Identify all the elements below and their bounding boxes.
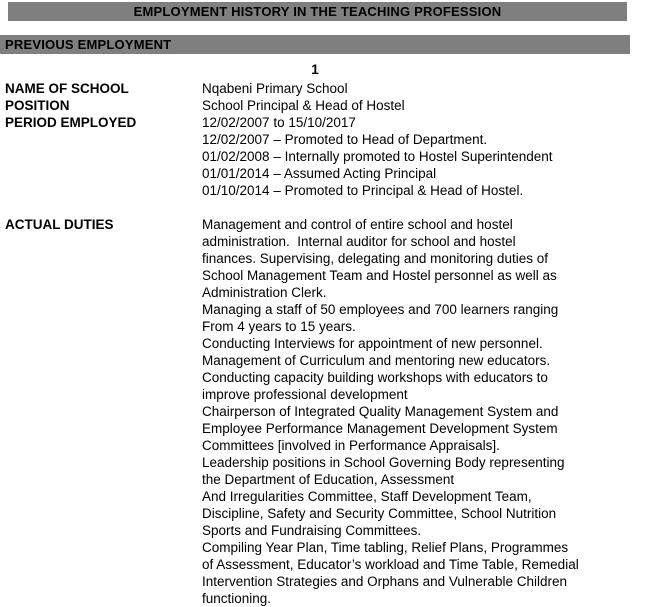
- field-value-line: Chairperson of Integrated Quality Management System and: [202, 404, 559, 419]
- field-value: [202, 97, 657, 114]
- entry-number: 1: [311, 62, 319, 77]
- document-title: EMPLOYMENT HISTORY IN THE TEACHING PROFESSION: [133, 4, 502, 19]
- field-value-line: School Management Team and Hostel personnel as well as: [202, 268, 557, 283]
- section-header-bar: [0, 35, 630, 54]
- field-label: POSITION: [5, 98, 70, 113]
- field-value-line: 01/02/2008 – Internally promoted to Hostel Superintendent: [202, 149, 553, 164]
- field-label: PERIOD EMPLOYED: [5, 115, 137, 130]
- field-value-line: 12/02/2007 to 15/10/2017: [202, 115, 356, 130]
- field-value-line: From 4 years to 15 years.: [202, 319, 356, 334]
- field-value-line: administration. Internal auditor for school and hostel: [202, 234, 516, 249]
- document-title-bar: [8, 2, 627, 21]
- field-value-line: Sports and Fundraising Committees.: [202, 523, 422, 538]
- field-value-line: Conducting capacity building workshops with educators to: [202, 370, 548, 385]
- field-value-line: finances. Supervising, delegating and monitoring duties of: [202, 251, 548, 266]
- field-value-line: Intervention Strategies and Orphans and Vulnerable Children: [202, 574, 567, 589]
- field-value-line: Committees [involved in Performance Appraisals].: [202, 438, 500, 453]
- field-label: ACTUAL DUTIES: [5, 217, 114, 232]
- field-value-line: Management and control of entire school and hostel: [202, 217, 513, 232]
- field-row: [5, 80, 657, 97]
- field-value-line: Management of Curriculum and mentoring new educators.: [202, 353, 551, 368]
- field-value-line: functioning.: [202, 591, 272, 606]
- field-value-line: Leadership positions in School Governing Body representing: [202, 455, 565, 470]
- field-value-line: Compiling Year Plan, Time tabling, Relief Plans, Programmes: [202, 540, 569, 555]
- field-value-line: the Department of Education, Assessment: [202, 472, 455, 487]
- field-value-line: And Irregularities Committee, Staff Development Team,: [202, 489, 532, 504]
- field-row: [5, 114, 657, 199]
- field-value-line: Discipline, Safety and Security Committee, School Nutrition: [202, 506, 557, 521]
- field-value-line: Conducting Interviews for appointment of new personnel.: [202, 336, 543, 351]
- field-value-line: improve professional development: [202, 387, 408, 402]
- field-value: [202, 216, 657, 607]
- field-value-line: of Assessment, Educator’s workload and Time Table, Remedial: [202, 557, 579, 572]
- field-label: NAME OF SCHOOL: [5, 81, 129, 96]
- field-value-line: Nqabeni Primary School: [202, 81, 348, 96]
- field-value-line: 01/10/2014 – Promoted to Principal & Head of Hostel.: [202, 183, 524, 198]
- field-value: [202, 80, 657, 97]
- field-row: [5, 216, 657, 607]
- field-value-line: Administration Clerk.: [202, 285, 327, 300]
- field-value-line: 01/01/2014 – Assumed Acting Principal: [202, 166, 437, 181]
- section-title: PREVIOUS EMPLOYMENT: [5, 37, 172, 52]
- field-row: [5, 97, 657, 114]
- field-value-line: Managing a staff of 50 employees and 700 learners ranging: [202, 302, 559, 317]
- fields-container: [5, 80, 657, 607]
- field-value-line: Employee Performance Management Development System: [202, 421, 558, 436]
- field-value-line: 12/02/2007 – Promoted to Head of Department.: [202, 132, 488, 147]
- field-value: [202, 114, 657, 199]
- employment-entry: [5, 61, 657, 607]
- field-value-line: School Principal & Head of Hostel: [202, 98, 405, 113]
